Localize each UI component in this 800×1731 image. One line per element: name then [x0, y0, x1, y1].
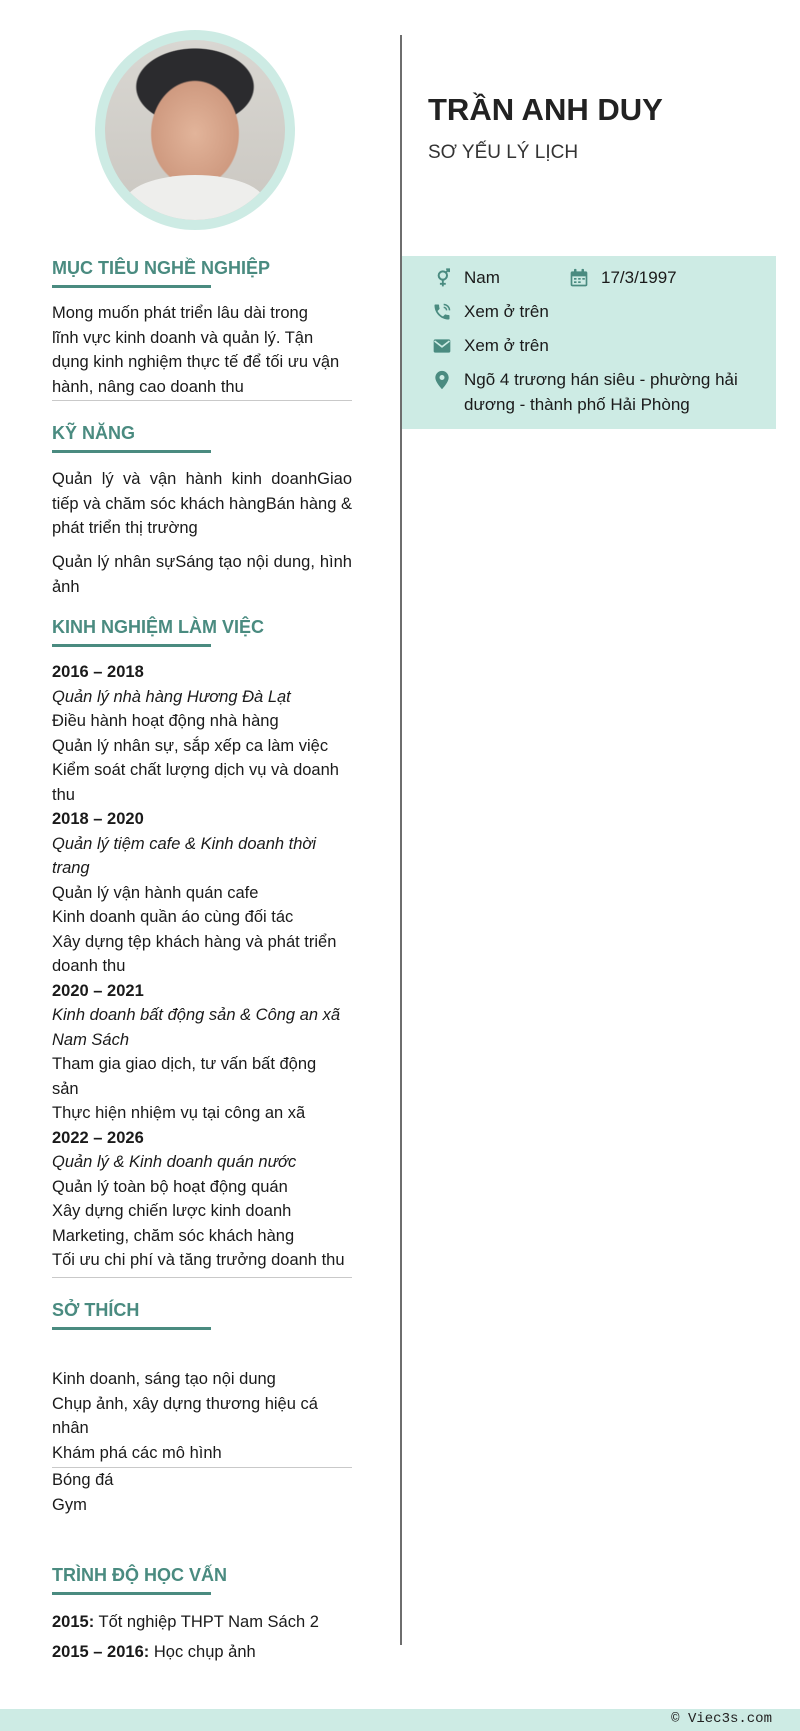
hobbies-list-more — [52, 1468, 352, 1517]
job-line: Quản lý nhân sự, sắp xếp ca làm việc — [52, 736, 329, 755]
job-role: Quản lý nhà hàng Hương Đà Lạt — [52, 687, 291, 706]
skills-paragraph-2: Quản lý nhân sựSáng tạo nội dung, hình ảnh — [52, 553, 352, 596]
job-role: Quản lý & Kinh doanh quán nước — [52, 1153, 297, 1171]
section-underline — [52, 1592, 211, 1595]
objective-line: dụng kinh nghiệm thực tế để tối ưu vận — [52, 353, 340, 371]
job-line: sản — [52, 1079, 79, 1098]
objective-line: lĩnh vực kinh doanh và quản lý. Tận — [52, 328, 314, 347]
birthdate-row — [567, 265, 677, 290]
gender-icon — [430, 265, 454, 290]
location-icon — [430, 367, 454, 392]
section-title-hobbies — [52, 1300, 211, 1330]
education-item: 2015 – 2016: Học chụp ảnh — [52, 1643, 256, 1661]
section-underline — [52, 1327, 211, 1330]
address-value — [464, 367, 738, 417]
experience-title-text: KINH NGHIỆM LÀM VIỆC — [52, 617, 265, 637]
page-title: TRẦN ANH DUY — [428, 92, 663, 127]
phone-row — [430, 299, 549, 324]
job-line: Tối ưu chi phí và tăng trưởng doanh thu — [52, 1251, 345, 1269]
hobby-line: Chụp ảnh, xây dựng thương hiệu cá — [52, 1394, 318, 1413]
section-underline — [52, 285, 211, 288]
job-role: Nam Sách — [52, 1030, 130, 1049]
job-line: Xây dựng tệp khách hàng và phát triển — [52, 932, 337, 951]
section-title-objective — [52, 258, 270, 288]
email-value: Xem ở trên — [464, 336, 549, 355]
objective-line: Mong muốn phát triển lâu dài trong — [52, 304, 308, 322]
hobby-line: Gym — [52, 1495, 87, 1514]
job-line: Quản lý toàn bộ hoạt động quán — [52, 1177, 288, 1196]
avatar-frame — [95, 30, 295, 230]
hobby-line: Bóng đá — [52, 1471, 114, 1489]
email-row — [430, 333, 549, 358]
hobby-line: Khám phá các mô hình — [52, 1443, 222, 1462]
education-item: 2015: Tốt nghiệp THPT Nam Sách 2 — [52, 1613, 319, 1631]
gender-value: Nam — [464, 268, 500, 287]
job-role: Quản lý tiệm cafe & Kinh doanh thời — [52, 834, 317, 853]
job-line: Kinh doanh quần áo cùng đối tác — [52, 908, 294, 926]
phone-value: Xem ở trên — [464, 302, 549, 321]
job-role: Kinh doanh bất động sản & Công an xã — [52, 1006, 341, 1024]
birthdate-value: 17/3/1997 — [601, 268, 677, 287]
calendar-icon — [567, 265, 591, 290]
hobbies-title-text: SỞ THÍCH — [52, 1300, 140, 1320]
hobby-line: nhân — [52, 1419, 89, 1437]
job-period: 2022 – 2026 — [52, 1128, 144, 1147]
section-title-education — [52, 1565, 227, 1595]
education-list — [52, 1607, 352, 1667]
section-underline — [52, 644, 211, 647]
skills-title-text: KỸ NĂNG — [52, 423, 136, 443]
section-underline — [52, 450, 211, 453]
job-role: trang — [52, 859, 90, 877]
hobbies-list — [52, 1367, 352, 1465]
job-line: Điều hành hoạt động nhà hàng — [52, 712, 279, 730]
experience-list — [52, 660, 352, 1273]
address-row — [430, 367, 738, 417]
gender-row — [430, 265, 500, 290]
footer-credit: © Viec3s.com — [671, 1711, 772, 1727]
contact-panel — [402, 256, 776, 429]
job-line: Quản lý vận hành quán cafe — [52, 883, 259, 902]
job-line: doanh thu — [52, 957, 126, 975]
job-period: 2016 – 2018 — [52, 663, 144, 681]
footer-bar — [0, 1709, 800, 1731]
avatar — [105, 40, 285, 220]
job-line: thu — [52, 785, 75, 804]
divider — [52, 1277, 352, 1278]
job-line: Marketing, chăm sóc khách hàng — [52, 1226, 295, 1245]
job-line: Tham gia giao dịch, tư vấn bất động — [52, 1055, 317, 1073]
objective-text — [52, 301, 352, 399]
section-title-experience — [52, 617, 264, 647]
objective-line: hành, nâng cao doanh thu — [52, 377, 244, 396]
hobby-line: Kinh doanh, sáng tạo nội dung — [52, 1370, 276, 1388]
address-line-1: Ngõ 4 trương hán siêu - phường hải — [464, 370, 738, 389]
job-line: Xây dựng chiến lược kinh doanh — [52, 1202, 292, 1220]
page-subtitle: SƠ YẾU LÝ LỊCH — [428, 142, 579, 163]
email-icon — [430, 333, 454, 358]
objective-title-text: MỤC TIÊU NGHỀ NGHIỆP — [52, 258, 271, 278]
job-period: 2020 – 2021 — [52, 981, 144, 1000]
divider — [52, 400, 352, 401]
job-period: 2018 – 2020 — [52, 810, 144, 828]
section-title-skills — [52, 423, 211, 453]
job-line: Kiểm soát chất lượng dịch vụ và doanh — [52, 761, 339, 779]
phone-icon — [430, 299, 454, 324]
job-line: Thực hiện nhiệm vụ tại công an xã — [52, 1104, 306, 1122]
address-line-2: dương - thành phố Hải Phòng — [464, 395, 690, 414]
education-title-text: TRÌNH ĐỘ HỌC VẤN — [52, 1565, 227, 1585]
skills-paragraph-1: Quản lý và vận hành kinh doanhGiao tiếp và chăm sóc khách hàngBán hàng & phát triển thị trường — [52, 470, 352, 537]
